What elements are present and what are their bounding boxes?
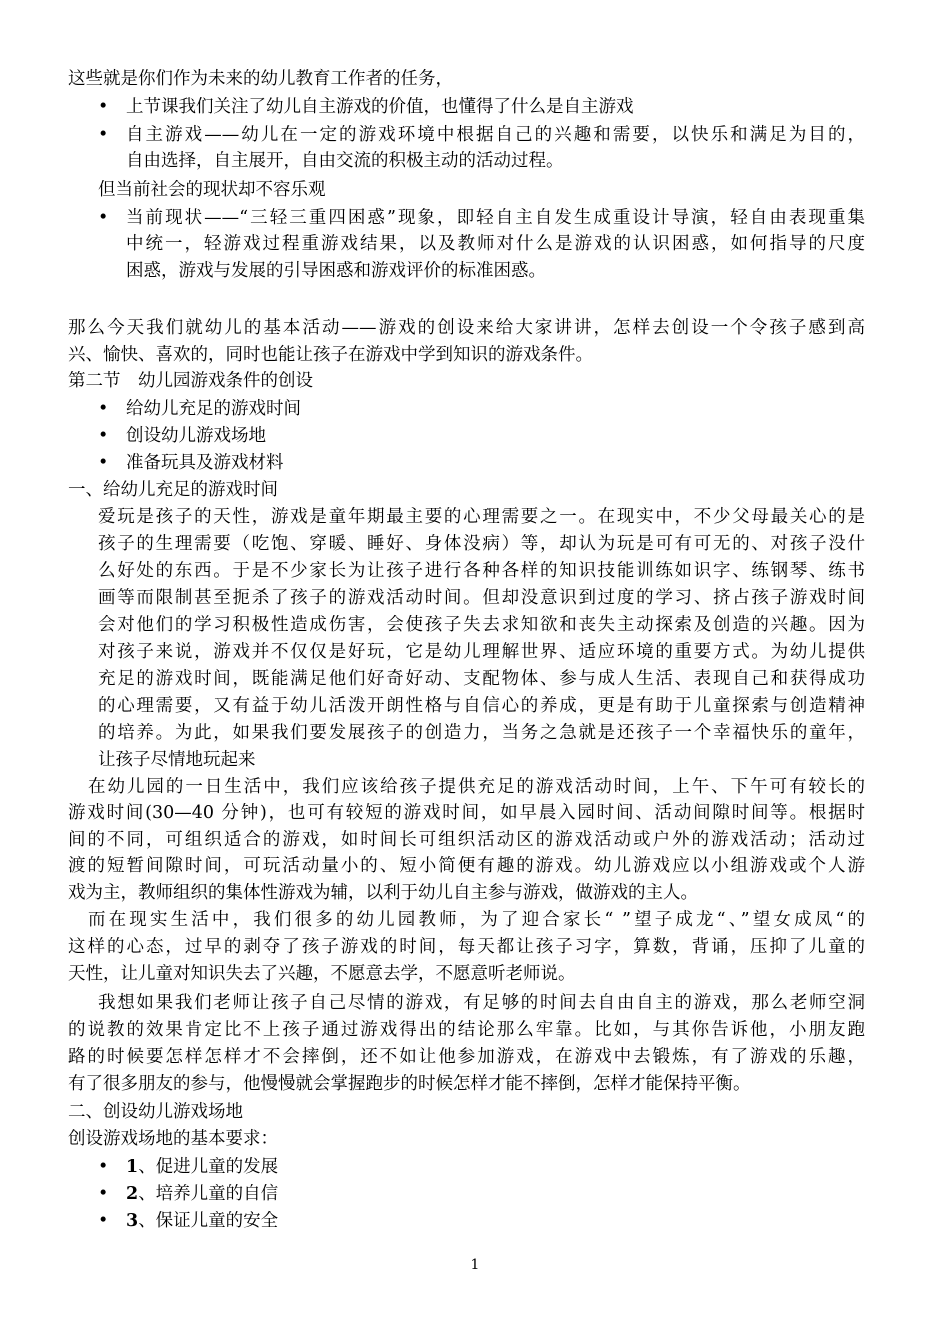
intro-bullet-3-line-3: 困惑，游戏与发展的引导困惑和游戏评价的标准困惑。 — [126, 261, 546, 281]
part2-item-text: 、保证儿童的安全 — [138, 1211, 279, 1231]
bullet-marker: • — [98, 208, 109, 228]
part1-para1-line: 的心理需要，又有益于幼儿活泼开朗性格与自信心的养成，更是有助于儿童探索与创造精神 — [98, 696, 865, 716]
part2-item-text: 、促进儿童的发展 — [138, 1157, 279, 1177]
part2-sub: 创设游戏场地的基本要求： — [68, 1129, 278, 1149]
part1-para4-line: 我想如果我们老师让孩子自己尽情的游戏，有足够的时间去自由自主的游戏，那么老师空洞 — [98, 993, 865, 1013]
bullet-marker: • — [98, 1211, 109, 1231]
part1-para4-line: 路的时候要怎样怎样才不会摔倒，还不如让他参加游戏，在游戏中去锻炼，有了游戏的乐趣， — [68, 1047, 865, 1067]
bullet-marker: • — [98, 1157, 109, 1177]
part1-para3-end: 天性，让儿童对知识失去了兴趣，不愿意去学，不愿意听老师说。 — [68, 964, 576, 984]
intro-bullet-2-line-2: 自由选择，自主展开，自由交流的积极主动的活动过程。 — [126, 151, 564, 171]
part1-para2-line: 游戏时间(30—40 分钟)，也可有较短的游戏时间，如早晨入园时间、活动间隙时间等。根据时 — [68, 803, 865, 823]
section-item: 给幼儿充足的游戏时间 — [126, 399, 301, 419]
bullet-marker: • — [98, 453, 109, 473]
part1-para1-line: 充足的游戏时间，既能满足他们好奇好动、支配物体、参与成人生活、表现自己和获得成功 — [98, 669, 865, 689]
section-title: 第二节 幼儿园游戏条件的创设 — [68, 371, 313, 391]
part2-item-number: 3 — [126, 1211, 139, 1231]
part1-para4-end: 有了很多朋友的参与，他慢慢就会掌握跑步的时候怎样才能不摔倒，怎样才能保持平衡。 — [68, 1074, 751, 1094]
bullet-marker: • — [98, 125, 109, 145]
part1-para1-end: 让孩子尽情地玩起来 — [98, 750, 256, 770]
part1-para2-line: 间的不同，可组织适合的游戏，如时间长可组织活动区的游戏活动或户外的游戏活动；活动过 — [68, 830, 865, 850]
part2-item — [126, 1154, 865, 1181]
part1-para1-line: 会对他们的学习积极性造成伤害，会使孩子失去求知欲和丧失主动探索及创造的兴趣。因为 — [98, 615, 865, 635]
part1-para1-line: 爱玩是孩子的天性，游戏是童年期最主要的心理需要之一。在现实中，不少父母最关心的是 — [98, 507, 865, 527]
section-item: 准备玩具及游戏材料 — [126, 453, 284, 473]
part1-heading: 一、给幼儿充足的游戏时间 — [68, 480, 278, 500]
intro-line: 这些就是你们作为未来的幼儿教育工作者的任务， — [68, 69, 453, 89]
bullet-marker: • — [98, 399, 109, 419]
section-item: 创设幼儿游戏场地 — [126, 426, 266, 446]
part1-para1-line: 孩子的生理需要（吃饱、穿暖、睡好、身体没病）等，却认为玩是可有可无的、对孩子没什 — [98, 534, 865, 554]
part2-item — [126, 1208, 865, 1235]
part2-item-text: 、培养儿童的自信 — [138, 1184, 279, 1204]
part1-para2-line: 渡的短暂间隙时间，可玩活动量小的、短小简便有趣的游戏。幼儿游戏应以小组游戏或个人游 — [68, 856, 865, 876]
part1-para3-line: 这样的心态，过早的剥夺了孩子游戏的时间，每天都让孩子习字，算数，背诵，压抑了儿童的 — [68, 937, 865, 957]
part1-para1-line: 的培养。为此，如果我们要发展孩子的创造力，当务之急就是还孩子一个幸福快乐的童年， — [98, 723, 865, 743]
lead-line-2: 兴、愉快、喜欢的，同时也能让孩子在游戏中学到知识的游戏条件。 — [68, 345, 593, 365]
lead-line-1: 那么今天我们就幼儿的基本活动——游戏的创设来给大家讲讲，怎样去创设一个令孩子感到高 — [68, 318, 865, 338]
intro-bullet-2-line-1: 自主游戏——幼儿在一定的游戏环境中根据自己的兴趣和需要，以快乐和满足为目的， — [126, 125, 865, 145]
intro-bullet-3-line-1: 当前现状——“三轻三重四困惑”现象，即轻自主自发生成重设计导演，轻自由表现重集 — [126, 208, 865, 228]
bullet-marker: • — [98, 97, 109, 117]
bullet-marker: • — [98, 1184, 109, 1204]
intro-bullet-3-line-2: 中统一，轻游戏过程重游戏结果，以及教师对什么是游戏的认识困惑，如何指导的尺度 — [126, 234, 865, 254]
part1-para4-line: 的说教的效果肯定比不上孩子通过游戏得出的结论那么牢靠。比如，与其你告诉他，小朋友跑 — [68, 1020, 865, 1040]
part1-para2-end: 戏为主，教师组织的集体性游戏为辅，以利于幼儿自主参与游戏，做游戏的主人。 — [68, 883, 698, 903]
page-number: 1 — [470, 1257, 480, 1273]
part1-para2-line: 在幼儿园的一日生活中，我们应该给孩子提供充足的游戏活动时间，上午、下午可有较长的 — [88, 777, 865, 797]
part1-para3-line: 而在现实生活中，我们很多的幼儿园教师，为了迎合家长“ ”望子成龙“、”望女成凤“的 — [88, 910, 865, 930]
part1-para1-line: 么好处的东西。于是不少家长为让孩子进行各种各样的知识技能训练如识字、练钢琴、练书 — [98, 561, 865, 581]
part2-item — [126, 1181, 865, 1208]
part1-para1-line: 画等而限制甚至扼杀了孩子的游戏活动时间。但却没意识到过度的学习、挤占孩子游戏时间 — [98, 588, 865, 608]
part2-heading: 二、创设幼儿游戏场地 — [68, 1102, 243, 1122]
part1-para1-line: 对孩子来说，游戏并不仅仅是好玩，它是幼儿理解世界、适应环境的重要方式。为幼儿提供 — [98, 642, 865, 662]
bullet-marker: • — [98, 426, 109, 446]
intro-plain: 但当前社会的现状却不容乐观 — [98, 180, 326, 200]
part2-item-number: 1 — [126, 1157, 139, 1177]
intro-bullet-1: 上节课我们关注了幼儿自主游戏的价值，也懂得了什么是自主游戏 — [126, 97, 634, 117]
part2-item-number: 2 — [126, 1184, 139, 1204]
